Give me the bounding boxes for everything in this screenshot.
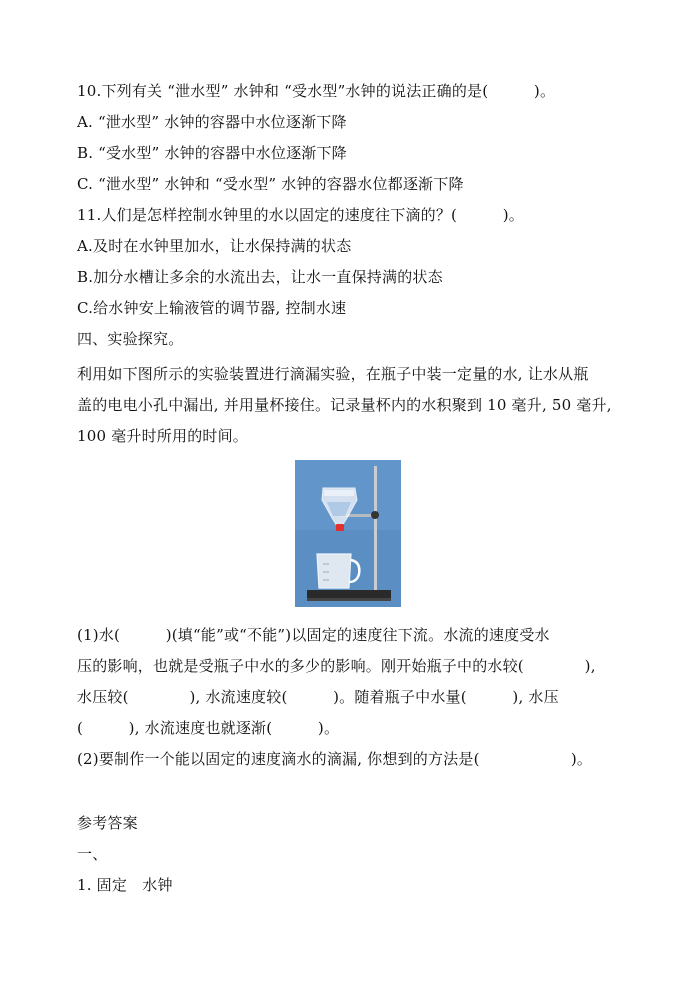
question-10: 10.下列有关 “泄水型” 水钟和 “受水型”水钟的说法正确的是( )。 (77, 82, 556, 100)
experiment-intro-line-2: 盖的电电小孔中漏出, 并用量杯接住。记录量杯内的水积聚到 10 毫升, 50 毫升, (77, 396, 612, 414)
dripping-experiment-apparatus-photo (295, 460, 401, 607)
question-11: 11.人们是怎样控制水钟里的水以固定的速度往下滴的？( )。 (77, 206, 524, 224)
experiment-question-1-line-4: ( ), 水流速度也就逐渐( )。 (77, 719, 340, 737)
answer-key-heading: 参考答案 (77, 814, 138, 832)
question-10-option-a: A. “泄水型” 水钟的容器中水位逐渐下降 (77, 113, 347, 131)
question-11-option-a: A.及时在水钟里加水，让水保持满的状态 (77, 237, 352, 255)
question-11-option-c: C.给水钟安上输液管的调节器, 控制水速 (77, 299, 347, 317)
question-11-option-b: B.加分水槽让多余的水流出去，让水一直保持满的状态 (77, 268, 443, 286)
experiment-question-1-line-1: (1)水( )(填“能”或“不能”)以固定的速度往下流。水流的速度受水 (77, 626, 550, 644)
answer-section-1: 一、 (77, 845, 108, 863)
experiment-intro-line-1: 利用如下图所示的实验装置进行滴漏实验，在瓶子中装一定量的水, 让水从瓶 (77, 365, 589, 383)
experiment-question-1-line-2: 压的影响，也就是受瓶子中水的多少的影响。刚开始瓶子中的水较( ), (77, 657, 596, 675)
experiment-question-1-line-3: 水压较( ), 水流速度较( )。随着瓶子中水量( ), 水压 (77, 688, 559, 706)
answer-1: 1. 固定 水钟 (77, 876, 173, 894)
experiment-intro-line-3: 100 毫升时所用的时间。 (77, 427, 248, 445)
question-10-option-b: B. “受水型” 水钟的容器中水位逐渐下降 (77, 144, 347, 162)
apparatus-image (295, 460, 401, 607)
question-10-option-c: C. “泄水型” 水钟和 “受水型” 水钟的容器水位都逐渐下降 (77, 175, 464, 193)
experiment-question-2: (2)要制作一个能以固定的速度滴水的滴漏, 你想到的方法是( )。 (77, 750, 593, 768)
section-4-heading: 四、实验探究。 (77, 330, 184, 348)
